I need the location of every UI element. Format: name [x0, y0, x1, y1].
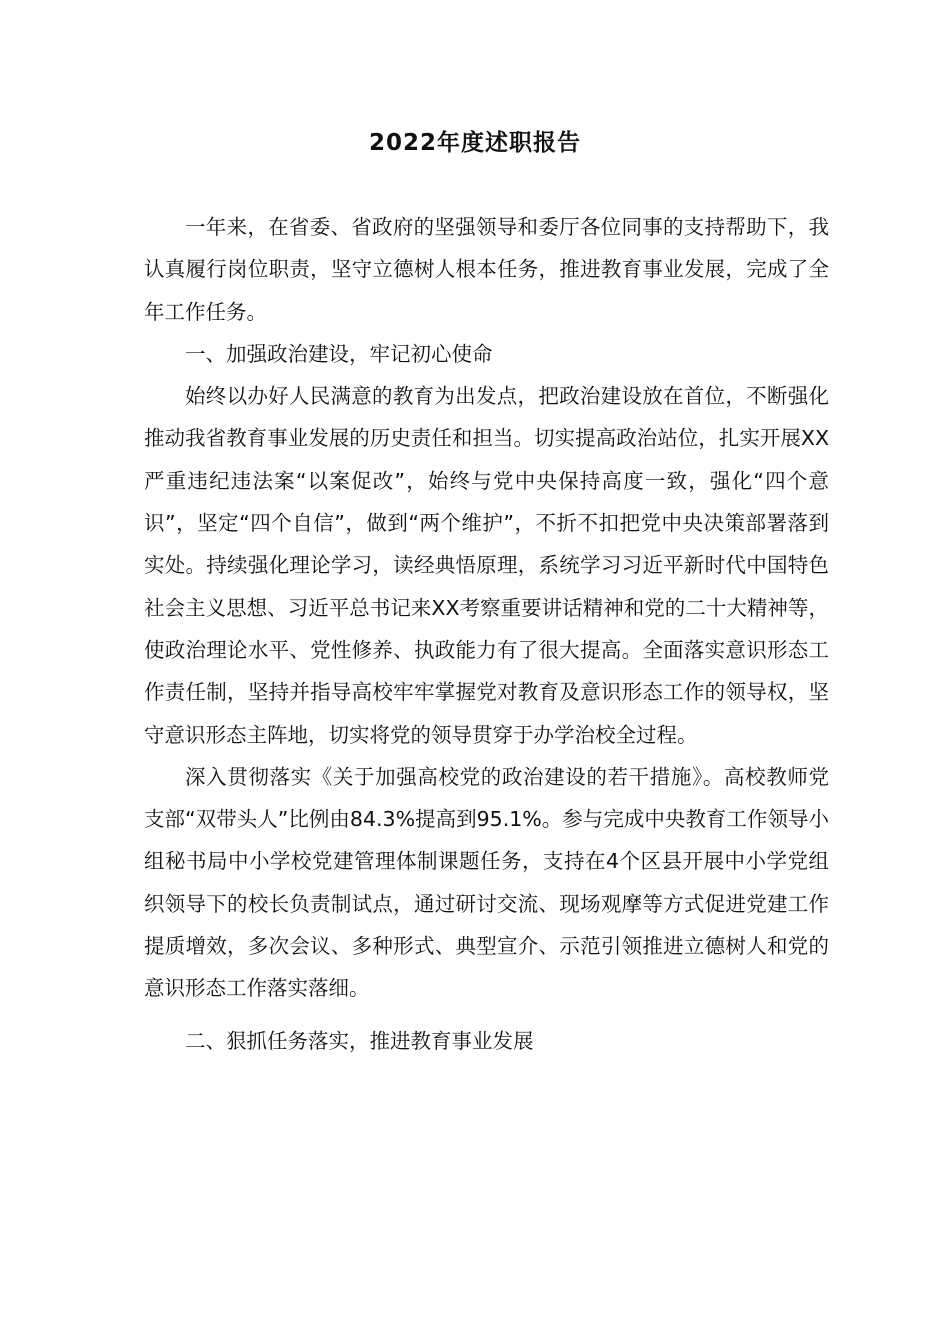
paragraph-political-building: 始终以办好人民满意的教育为出发点，把政治建设放在首位，不断强化推动我省教育事业发展的历史责任和担当。切实提高政治站位，扎实开展XX严重违纪违法案“以案促改”，始终与党中央保持高度一致，强化“四个意识”，坚定“四个自信”，做到“两个维护”，不折不扣把党中央决策部署落到实处。持续强化理论学习，读经典悟原理，系统学习习近平新时代中国特色社会主义思想、习近平总书记来XX考察重要讲话精神和党的二十大精神等，使政治理论水平、党性修养、执政能力有了很大提高。全面落实意识形态工作责任制，坚持并指导高校牢牢掌握党对教育及意识形态工作的领导权，坚守意识形态主阵地，切实将党的领导贯穿于办学治校全过程。 [144, 384, 829, 747]
document-title: 2022年度述职报告 [368, 130, 581, 156]
paragraph-university-measures: 深入贯彻落实《关于加强高校党的政治建设的若干措施》。高校教师党支部“双带头人”比例由84.3%提高到95.1%。参与完成中央教育工作领导小组秘书局中小学校党建管理体制课题任务，支持在4个区县开展中小学党组织领导下的校长负责制试点，通过研讨交流、现场观摩等方式促进党建工作提质增效，多次会议、多种形式、典型宣介、示范引领推进立德树人和党的意识形态工作落实落细。 [144, 764, 829, 1001]
section-heading-2: 二、狠抓任务落实，推进教育事业发展 [185, 1028, 534, 1053]
document-body [144, 206, 829, 1062]
section-heading-1: 一、加强政治建设，牢记初心使命 [185, 341, 493, 366]
paragraph-intro: 一年来，在省委、省政府的坚强领导和委厅各位同事的支持帮助下，我认真履行岗位职责，坚守立德树人根本任务，推进教育事业发展，完成了全年工作任务。 [144, 215, 829, 324]
